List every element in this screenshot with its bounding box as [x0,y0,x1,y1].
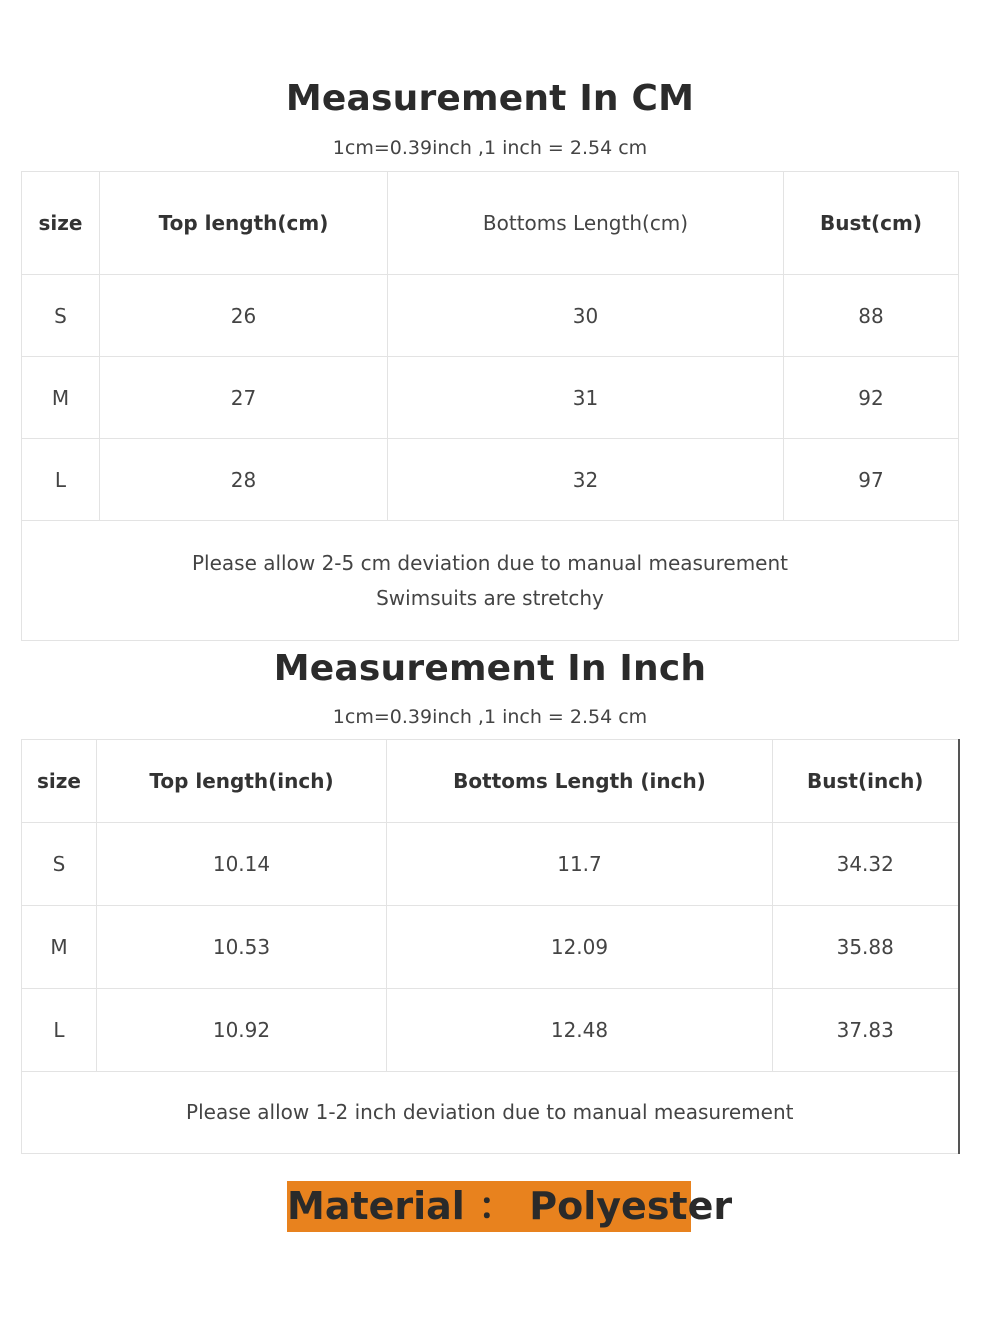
cell-top-length: 10.92 [97,989,387,1072]
inch-deviation-note [22,1072,959,1154]
cell-bottoms-length: 11.7 [387,823,773,906]
cell-bust: 97 [784,439,959,521]
inch-size-table [21,739,960,1154]
cell-size: L [22,439,100,521]
header-size: size [22,172,100,275]
cell-bottoms-length: 31 [388,357,784,439]
header-top-length: Top length(cm) [100,172,388,275]
cell-bottoms-length: 12.48 [387,989,773,1072]
table-row [22,439,959,521]
header-bust: Bust(cm) [784,172,959,275]
cell-bottoms-length: 32 [388,439,784,521]
table-row [22,275,959,357]
material-label: Material ： Polyester [287,1181,691,1232]
cell-bust: 37.83 [773,989,959,1072]
cell-top-length: 26 [100,275,388,357]
header-top-length: Top length(inch) [97,740,387,823]
cell-bust: 88 [784,275,959,357]
header-bust: Bust(inch) [773,740,959,823]
cell-top-length: 10.14 [97,823,387,906]
cm-deviation-note [22,521,959,641]
table-row [22,989,959,1072]
cm-deviation-text: Please allow 2-5 cm deviation due to manual measurement [191,550,788,575]
cell-top-length: 27 [100,357,388,439]
cell-size: M [22,906,97,989]
cell-size: S [22,275,100,357]
header-bottoms-length: Bottoms Length (inch) [387,740,773,823]
cell-size: M [22,357,100,439]
table-row [22,357,959,439]
table-row [22,906,959,989]
cm-conversion-note: 1cm=0.39inch ,1 inch = 2.54 cm [332,137,648,159]
cell-bust: 34.32 [773,823,959,906]
cell-bottoms-length: 12.09 [387,906,773,989]
cm-size-table [21,171,959,641]
table-header-row [22,740,959,823]
inch-deviation-text: Please allow 1-2 inch deviation due to manual measurement [186,1100,794,1124]
cell-bust: 92 [784,357,959,439]
header-bottoms-length: Bottoms Length(cm) [388,172,784,275]
stretchy-note-text: Swimsuits are stretchy [376,585,604,610]
table-row [22,823,959,906]
inch-section-title: Measurement In Inch [273,648,707,689]
header-size: size [22,740,97,823]
table-header-row [22,172,959,275]
cell-top-length: 28 [100,439,388,521]
table-note-row [22,521,959,641]
cell-top-length: 10.53 [97,906,387,989]
inch-conversion-note: 1cm=0.39inch ,1 inch = 2.54 cm [332,706,648,728]
cell-size: L [22,989,97,1072]
cell-bottoms-length: 30 [388,275,784,357]
cm-section-title: Measurement In CM [285,78,695,119]
cell-bust: 35.88 [773,906,959,989]
cell-size: S [22,823,97,906]
table-note-row [22,1072,959,1154]
